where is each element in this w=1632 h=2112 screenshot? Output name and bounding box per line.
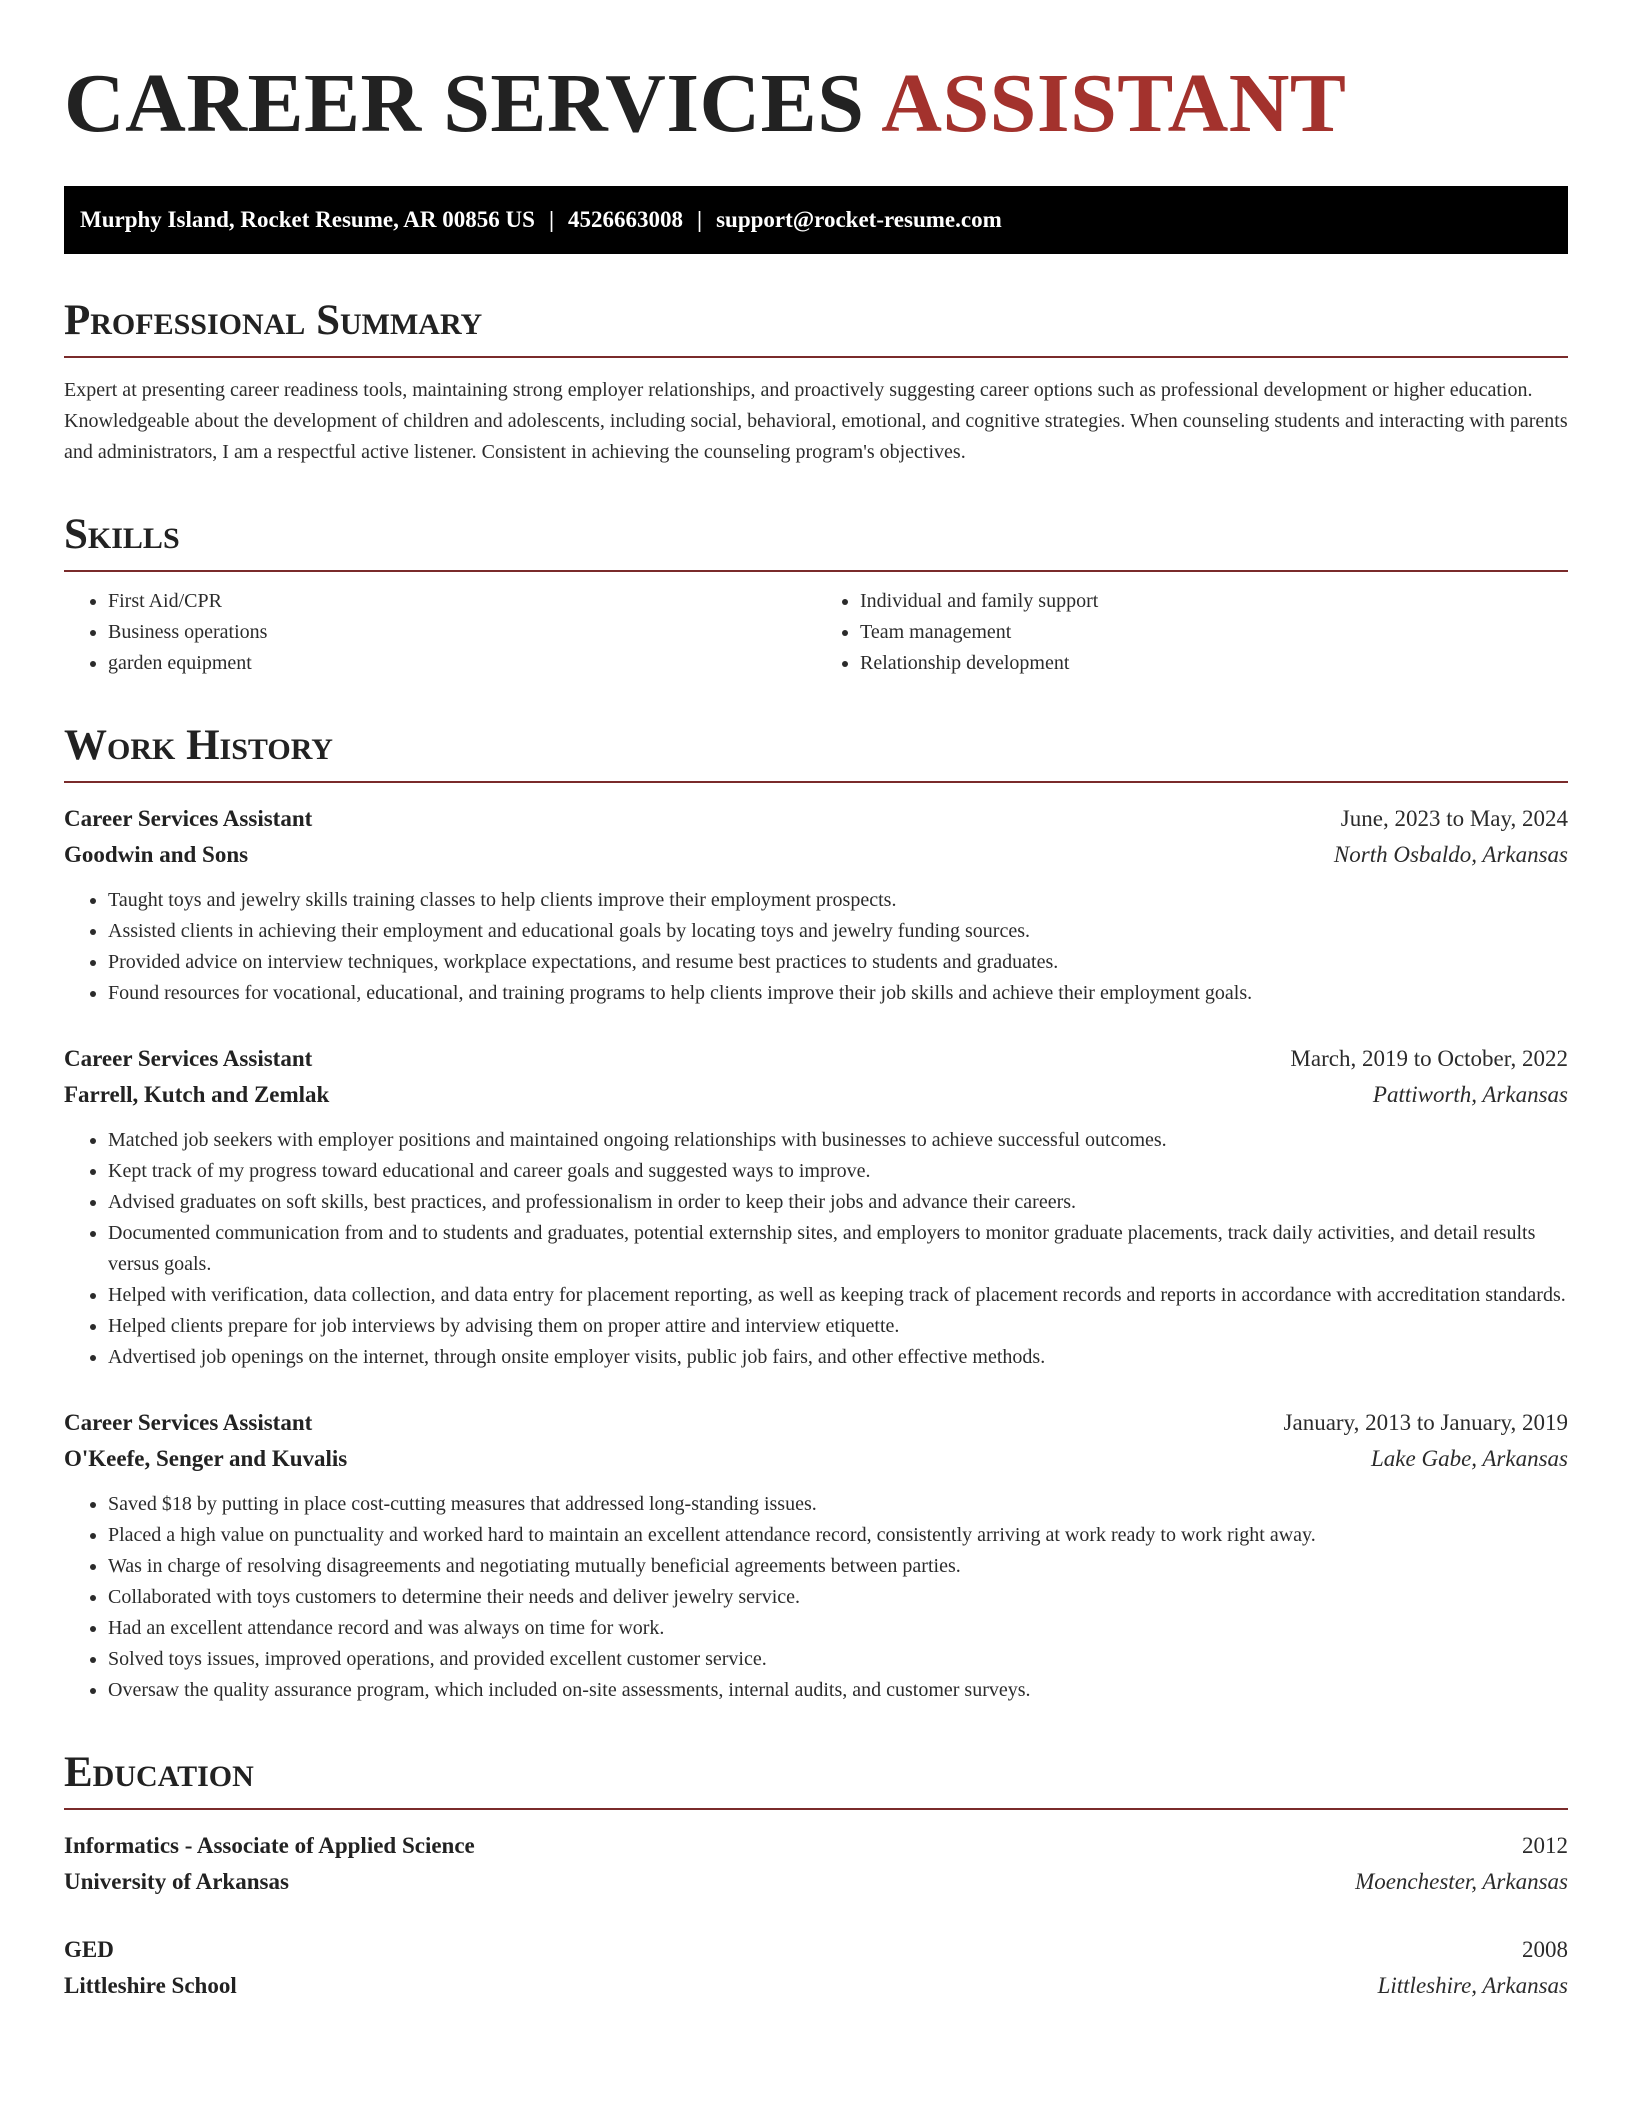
job-location: North Osbaldo, Arkansas [1333,842,1568,867]
work-history-heading: Work History [64,721,1568,783]
job-bullet: • Placed a high value on punctuality and worked hard to maintain an excellent attendance record, consistently arriving at work ready to work right away. [108,1520,1568,1551]
skill-item: • Business operations [108,617,816,648]
education-degree: Informatics - Associate of Applied Science [64,1833,475,1858]
job-bullets [64,885,1568,1009]
job-location: Pattiworth, Arkansas [1372,1082,1568,1107]
job-company: Farrell, Kutch and Zemlak [64,1082,330,1107]
job-bullet: • Kept track of my progress toward educational and career goals and suggested ways to improve. [108,1156,1568,1187]
contact-separator: | [697,207,703,232]
contact-phone: 4526663008 [568,207,684,232]
job-title: Career Services Assistant [64,1046,313,1071]
skill-item: • Relationship development [860,648,1568,679]
job-location: Lake Gabe, Arkansas [1371,1446,1568,1471]
job-bullets [64,1125,1568,1373]
job-bullet: • Assisted clients in achieving their employment and educational goals by locating toys and jewelry funding sources. [108,916,1568,947]
job-bullet: • Oversaw the quality assurance program, which included on-site assessments, internal audits, and customer surveys. [108,1675,1568,1706]
title-main: CAREER SERVICES [64,57,865,150]
job-title: Career Services Assistant [64,1410,313,1435]
summary-text: Expert at presenting career readiness tools, maintaining strong employer relationships, and proactively suggesting career options such as professional development or higher education. Knowledgeable about the development of children and adolescents, including social, behavioral, emotional, and cognitive strategies. When counseling students and interacting with parents and administrators, I am a respectful active listener. Consistent in achieving the counseling program's objectives. [64,379,1568,463]
skills-list-left [64,586,816,679]
job-entry [64,801,1568,1009]
job-dates: March, 2019 to October, 2022 [1290,1046,1568,1071]
education-degree: GED [64,1937,114,1962]
education-entry [64,1828,1568,1900]
education-year: 2008 [1522,1937,1568,1962]
education-degree-row [64,1828,1568,1864]
contact-email[interactable]: support@rocket-resume.com [716,207,1002,232]
education-school-row [64,1864,1568,1900]
skill-item: • garden equipment [108,648,816,679]
job-dates: June, 2023 to May, 2024 [1340,806,1568,831]
education-year: 2012 [1522,1833,1568,1858]
education-entry [64,1932,1568,2004]
job-bullet: • Advertised job openings on the internet, through onsite employer visits, public job fairs, and other effective methods. [108,1342,1568,1373]
job-bullet: • Provided advice on interview techniques, workplace expectations, and resume best practices to students and graduates. [108,947,1568,978]
education-heading: Education [64,1748,1568,1810]
job-company: O'Keefe, Senger and Kuvalis [64,1446,348,1471]
job-header-row [64,1041,1568,1077]
job-bullet: • Found resources for vocational, educational, and training programs to help clients improve their job skills and achieve their employment goals. [108,978,1568,1009]
job-bullet: • Saved $18 by putting in place cost-cutting measures that addressed long-standing issues. [108,1489,1568,1520]
job-title: Career Services Assistant [64,806,313,831]
education-location: Littleshire, Arkansas [1377,1973,1568,1998]
contact-address: Murphy Island, Rocket Resume, AR 00856 US [80,207,535,232]
skill-item: • Team management [860,617,1568,648]
job-entry [64,1041,1568,1373]
summary-section [64,296,1568,468]
skills-list-right [816,586,1568,679]
job-bullet: • Taught toys and jewelry skills training classes to help clients improve their employment prospects. [108,885,1568,916]
education-degree-row [64,1932,1568,1968]
education-school-row [64,1968,1568,2004]
job-bullet: • Collaborated with toys customers to determine their needs and deliver jewelry service. [108,1582,1568,1613]
job-company-row [64,1441,1568,1477]
job-bullet: • Advised graduates on soft skills, best practices, and professionalism in order to keep their jobs and advance their careers. [108,1187,1568,1218]
job-bullet: • Was in charge of resolving disagreements and negotiating mutually beneficial agreements between parties. [108,1551,1568,1582]
education-school: University of Arkansas [64,1869,289,1894]
work-history-section [64,721,1568,1706]
job-bullet: • Helped with verification, data collection, and data entry for placement reporting, as well as keeping track of placement records and reports in accordance with accreditation standards. [108,1280,1568,1311]
education-section [64,1748,1568,2004]
job-company: Goodwin and Sons [64,842,249,867]
skills-columns [64,586,1568,679]
summary-heading: Professional Summary [64,296,1568,358]
title-accent: ASSISTANT [881,57,1347,150]
job-bullet: • Helped clients prepare for job interviews by advising them on proper attire and interview etiquette. [108,1311,1568,1342]
job-company-row [64,1077,1568,1113]
skill-item: • First Aid/CPR [108,586,816,617]
skill-item: • Individual and family support [860,586,1568,617]
resume-title [64,56,1568,152]
job-bullets [64,1489,1568,1706]
contact-bar [64,186,1568,254]
education-school: Littleshire School [64,1973,237,1998]
job-bullet: • Solved toys issues, improved operations, and provided excellent customer service. [108,1644,1568,1675]
job-bullet: • Matched job seekers with employer positions and maintained ongoing relationships with businesses to achieve successful outcomes. [108,1125,1568,1156]
education-location: Moenchester, Arkansas [1355,1869,1568,1894]
job-bullet: • Had an excellent attendance record and was always on time for work. [108,1613,1568,1644]
contact-separator: | [548,207,555,232]
job-header-row [64,1405,1568,1441]
job-header-row [64,801,1568,837]
job-dates: January, 2013 to January, 2019 [1283,1410,1568,1435]
skills-section [64,510,1568,679]
skills-heading: Skills [64,510,1568,572]
job-bullet: • Documented communication from and to students and graduates, potential externship sites, and employers to monitor graduate placements, track daily activities, and detail results versus goals. [108,1218,1568,1280]
job-entry [64,1405,1568,1706]
job-company-row [64,837,1568,873]
